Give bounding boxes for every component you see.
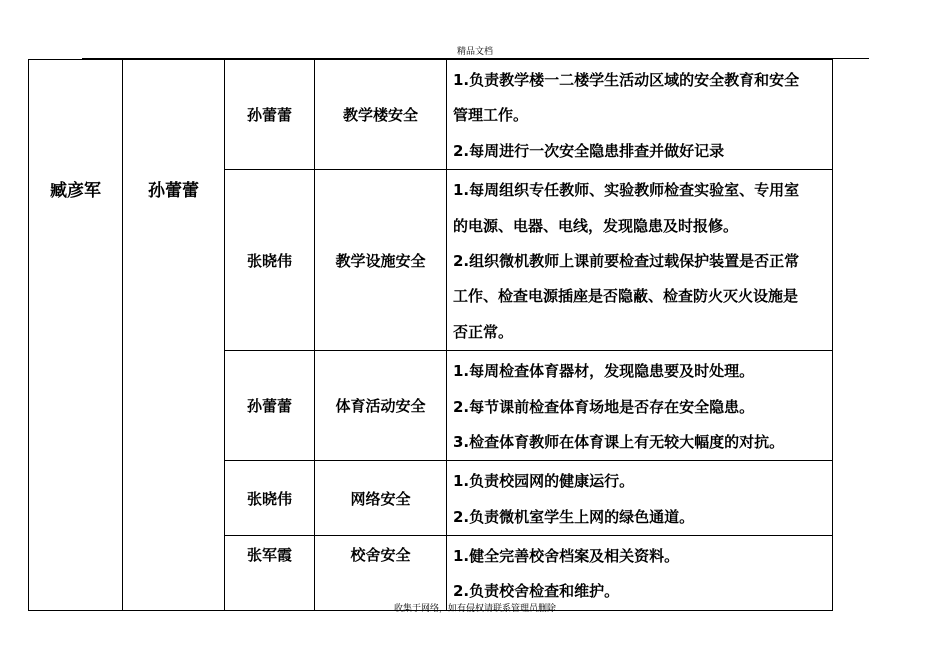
person-cell: 张晓伟 [225, 461, 315, 536]
manager-cell: 孙蕾蕾 [123, 60, 225, 611]
duty-line: 1.健全完善校舍档案及相关资料。 [453, 547, 680, 566]
duty-line: 2.每周进行一次安全隐患排查并做好记录 [453, 141, 725, 160]
duty-line: 的电源、电器、电线，发现隐患及时报修。 [453, 216, 739, 235]
person-cell: 孙蕾蕾 [225, 351, 315, 461]
duty-line: 2.每节课前检查体育场地是否存在安全隐患。 [453, 397, 755, 416]
duty-description-cell [447, 170, 833, 351]
duty-line: 1.负责校园网的健康运行。 [453, 472, 635, 491]
safety-duty-table [28, 59, 833, 611]
area-cell: 校舍安全 [315, 536, 447, 611]
area-cell: 教学设施安全 [315, 170, 447, 351]
duty-description-cell [447, 461, 833, 536]
duty-line: 工作、检查电源插座是否隐蔽、检查防火灭火设施是 [453, 287, 799, 306]
page-footer-text: 收集于网络，如有侵权请联系管理员删除 [393, 604, 556, 614]
duty-line: 1.负责教学楼一二楼学生活动区域的安全教育和安全 [453, 71, 800, 89]
page-header-text: 精品文档 [456, 47, 493, 57]
person-cell: 张军霞 [225, 536, 315, 611]
duty-description-cell [447, 351, 833, 461]
duty-line: 2.负责校舍检查和维护。 [453, 582, 620, 601]
person-cell: 孙蕾蕾 [225, 60, 315, 170]
duty-description-cell [447, 60, 833, 170]
area-cell: 教学楼安全 [315, 60, 447, 170]
duty-line: 2.负责微机室学生上网的绿色通道。 [453, 507, 695, 526]
duty-line: 否正常。 [453, 322, 514, 341]
area-cell: 网络安全 [315, 461, 447, 536]
area-cell: 体育活动安全 [315, 351, 447, 461]
duty-line: 3.检查体育教师在体育课上有无较大幅度的对抗。 [453, 432, 785, 451]
duty-description-cell [447, 536, 833, 611]
leader-cell: 臧彦军 [29, 60, 123, 611]
duty-line: 2.组织微机教师上课前要检查过载保护装置是否正常 [453, 251, 800, 270]
duty-line: 管理工作。 [453, 106, 529, 125]
table-row [29, 60, 833, 170]
duty-line: 1.每周检查体育器材，发现隐患要及时处理。 [453, 362, 755, 381]
person-cell: 张晓伟 [225, 170, 315, 351]
duty-line: 1.每周组织专任教师、实验教师检查实验室、专用室 [453, 181, 800, 200]
